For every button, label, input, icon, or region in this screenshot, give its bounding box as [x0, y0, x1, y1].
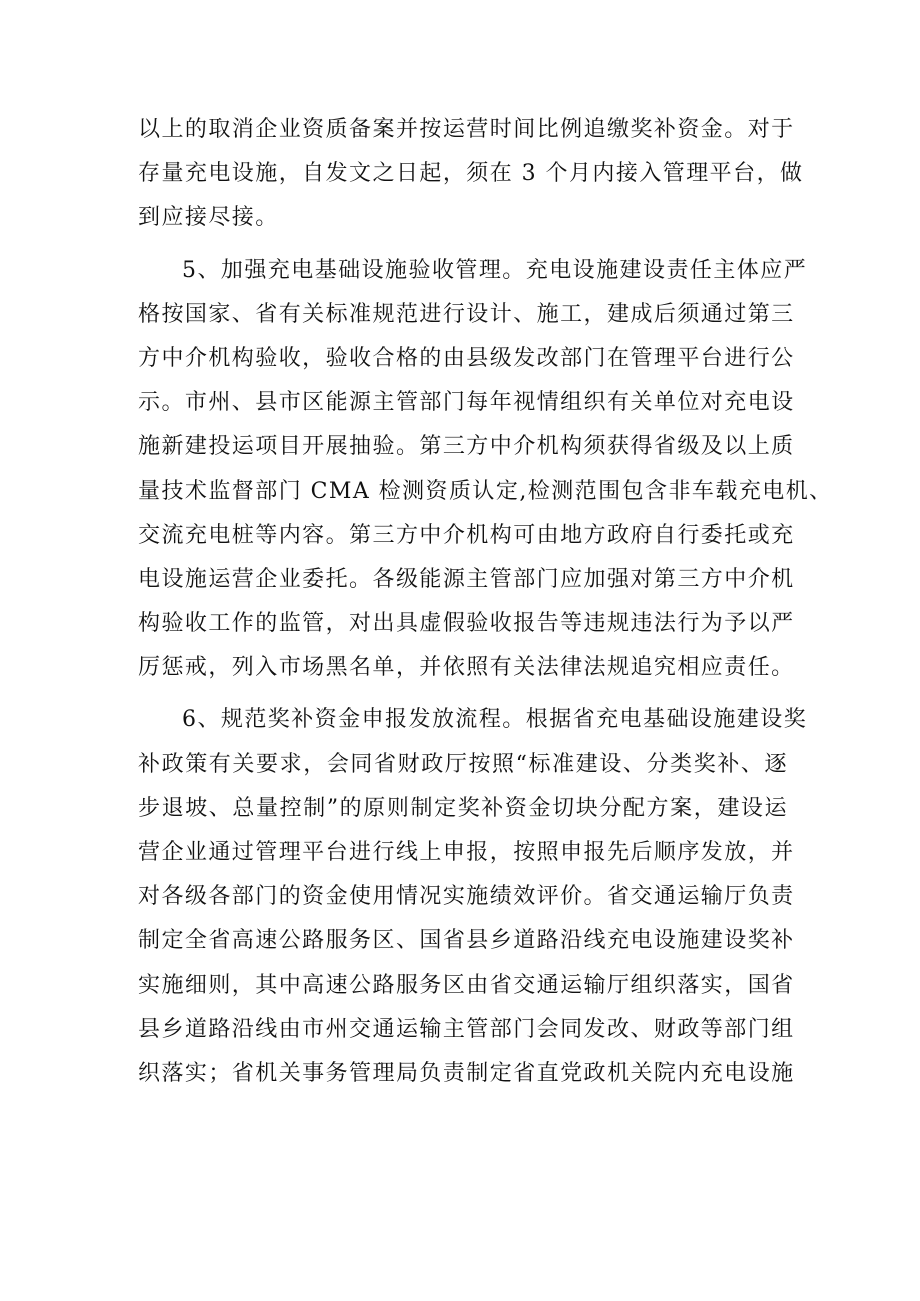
text-line: 厉惩戒，列入市场黑名单，并依照有关法律法规追究相应责任。	[138, 655, 795, 681]
paragraph-spacer	[138, 241, 788, 249]
text-line: 5、加强充电基础设施验收管理。充电设施建设责任主体应严	[182, 257, 808, 283]
text-line: 到应接尽接。	[138, 205, 279, 231]
text-line: 制定全省高速公路服务区、国省县乡道路沿线充电设施建设奖补	[138, 928, 795, 954]
text-line: 对各级各部门的资金使用情况实施绩效评价。省交通运输厅负责	[138, 884, 795, 910]
text-line: 存量充电设施，自发文之日起，须在 3 个月内接入管理平台，做	[138, 161, 804, 187]
text-line: 格按国家、省有关标准规范进行设计、施工，建成后须通过第三	[138, 301, 795, 327]
text-line: 营企业通过管理平台进行线上申报，按照申报先后顺序发放，并	[138, 840, 795, 865]
paragraph-spacer	[138, 690, 788, 698]
paragraph-6	[138, 698, 808, 1096]
text-line: 示。市州、县市区能源主管部门每年视情组织有关单位对充电设	[138, 390, 795, 416]
document-page	[138, 108, 833, 1096]
text-line: 步退坡、总量控制”的原则制定奖补资金切块分配方案，建设运	[138, 795, 788, 821]
paragraph-5	[138, 249, 833, 691]
paragraph-continued	[138, 108, 804, 241]
text-line: 补政策有关要求，会同省财政厅按照“标准建设、分类奖补、逐	[138, 751, 788, 777]
text-line: 以上的取消企业资质备案并按运营时间比例追缴奖补资金。对于	[138, 117, 795, 142]
text-line: 构验收工作的监管，对出具虚假验收报告等违规违法行为予以严	[138, 611, 795, 637]
text-line: 施新建投运项目开展抽验。第三方中介机构须获得省级及以上质	[138, 434, 795, 460]
text-line: 6、规范奖补资金申报发放流程。根据省充电基础设施建设奖	[182, 707, 808, 733]
text-line: 实施细则，其中高速公路服务区由省交通运输厅组织落实，国省	[138, 972, 795, 998]
text-line: 织落实；省机关事务管理局负责制定省直党政机关院内充电设施	[138, 1060, 795, 1086]
text-line: 交流充电桩等内容。第三方中介机构可由地方政府自行委托或充	[138, 522, 795, 548]
text-line: 电设施运营企业委托。各级能源主管部门应加强对第三方中介机	[138, 566, 795, 592]
text-line: 方中介机构验收，验收合格的由县级发改部门在管理平台进行公	[138, 345, 795, 371]
text-line: 量技术监督部门 CMA 检测资质认定,检测范围包含非车载充电机、	[138, 478, 833, 504]
text-line: 县乡道路沿线由市州交通运输主管部门会同发改、财政等部门组	[138, 1016, 795, 1042]
